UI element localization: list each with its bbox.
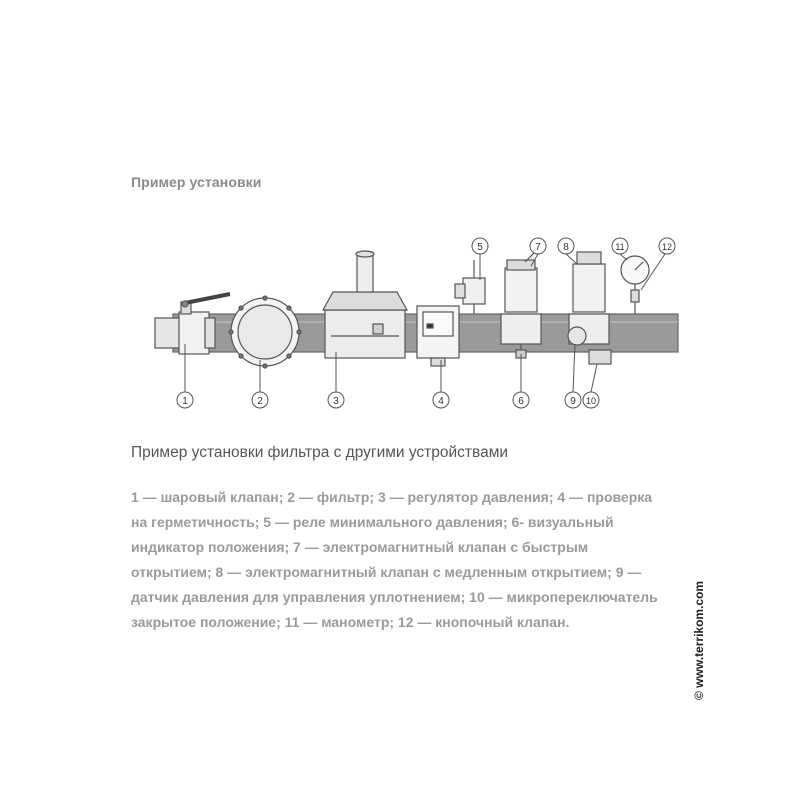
tightness-check-device	[417, 306, 459, 366]
label-8: 8	[563, 242, 569, 253]
installation-diagram	[145, 232, 685, 412]
label-5: 5	[477, 242, 483, 253]
label-7: 7	[535, 242, 541, 253]
label-3: 3	[333, 396, 339, 407]
legend-text	[131, 485, 691, 635]
legend-line: на герметичность; 5 — реле минимального давления; 6- визуальный	[131, 514, 614, 530]
legend-line: закрытое положение; 11 — манометр; 12 — кнопочный клапан.	[131, 614, 570, 630]
filter-device	[229, 296, 301, 368]
legend-line: 1 — шаровый клапан; 2 — фильтр; 3 — регулятор давления; 4 — проверка	[131, 489, 653, 505]
pressure-regulator-device	[323, 251, 407, 358]
label-1: 1	[182, 396, 188, 407]
label-6: 6	[518, 396, 524, 407]
fast-solenoid-valve-device	[501, 250, 541, 358]
label-9: 9	[570, 396, 576, 407]
label-2: 2	[257, 396, 263, 407]
heading: Пример установки	[131, 174, 262, 190]
label-12: 12	[661, 242, 673, 252]
label-10: 10	[585, 396, 597, 406]
legend-line: индикатор положения; 7 — электромагнитный клапан с быстрым	[131, 539, 589, 555]
figure-caption: Пример установки фильтра с другими устройствами	[131, 444, 509, 461]
label-11: 11	[615, 242, 625, 252]
legend-line: открытием; 8 — электромагнитный клапан с медленным открытием; 9 —	[131, 564, 642, 580]
watermark: © www.terrikom.com	[692, 580, 706, 700]
legend-line: датчик давления для управления уплотнением; 10 — микропереключатель	[131, 589, 658, 605]
label-4: 4	[438, 396, 444, 407]
